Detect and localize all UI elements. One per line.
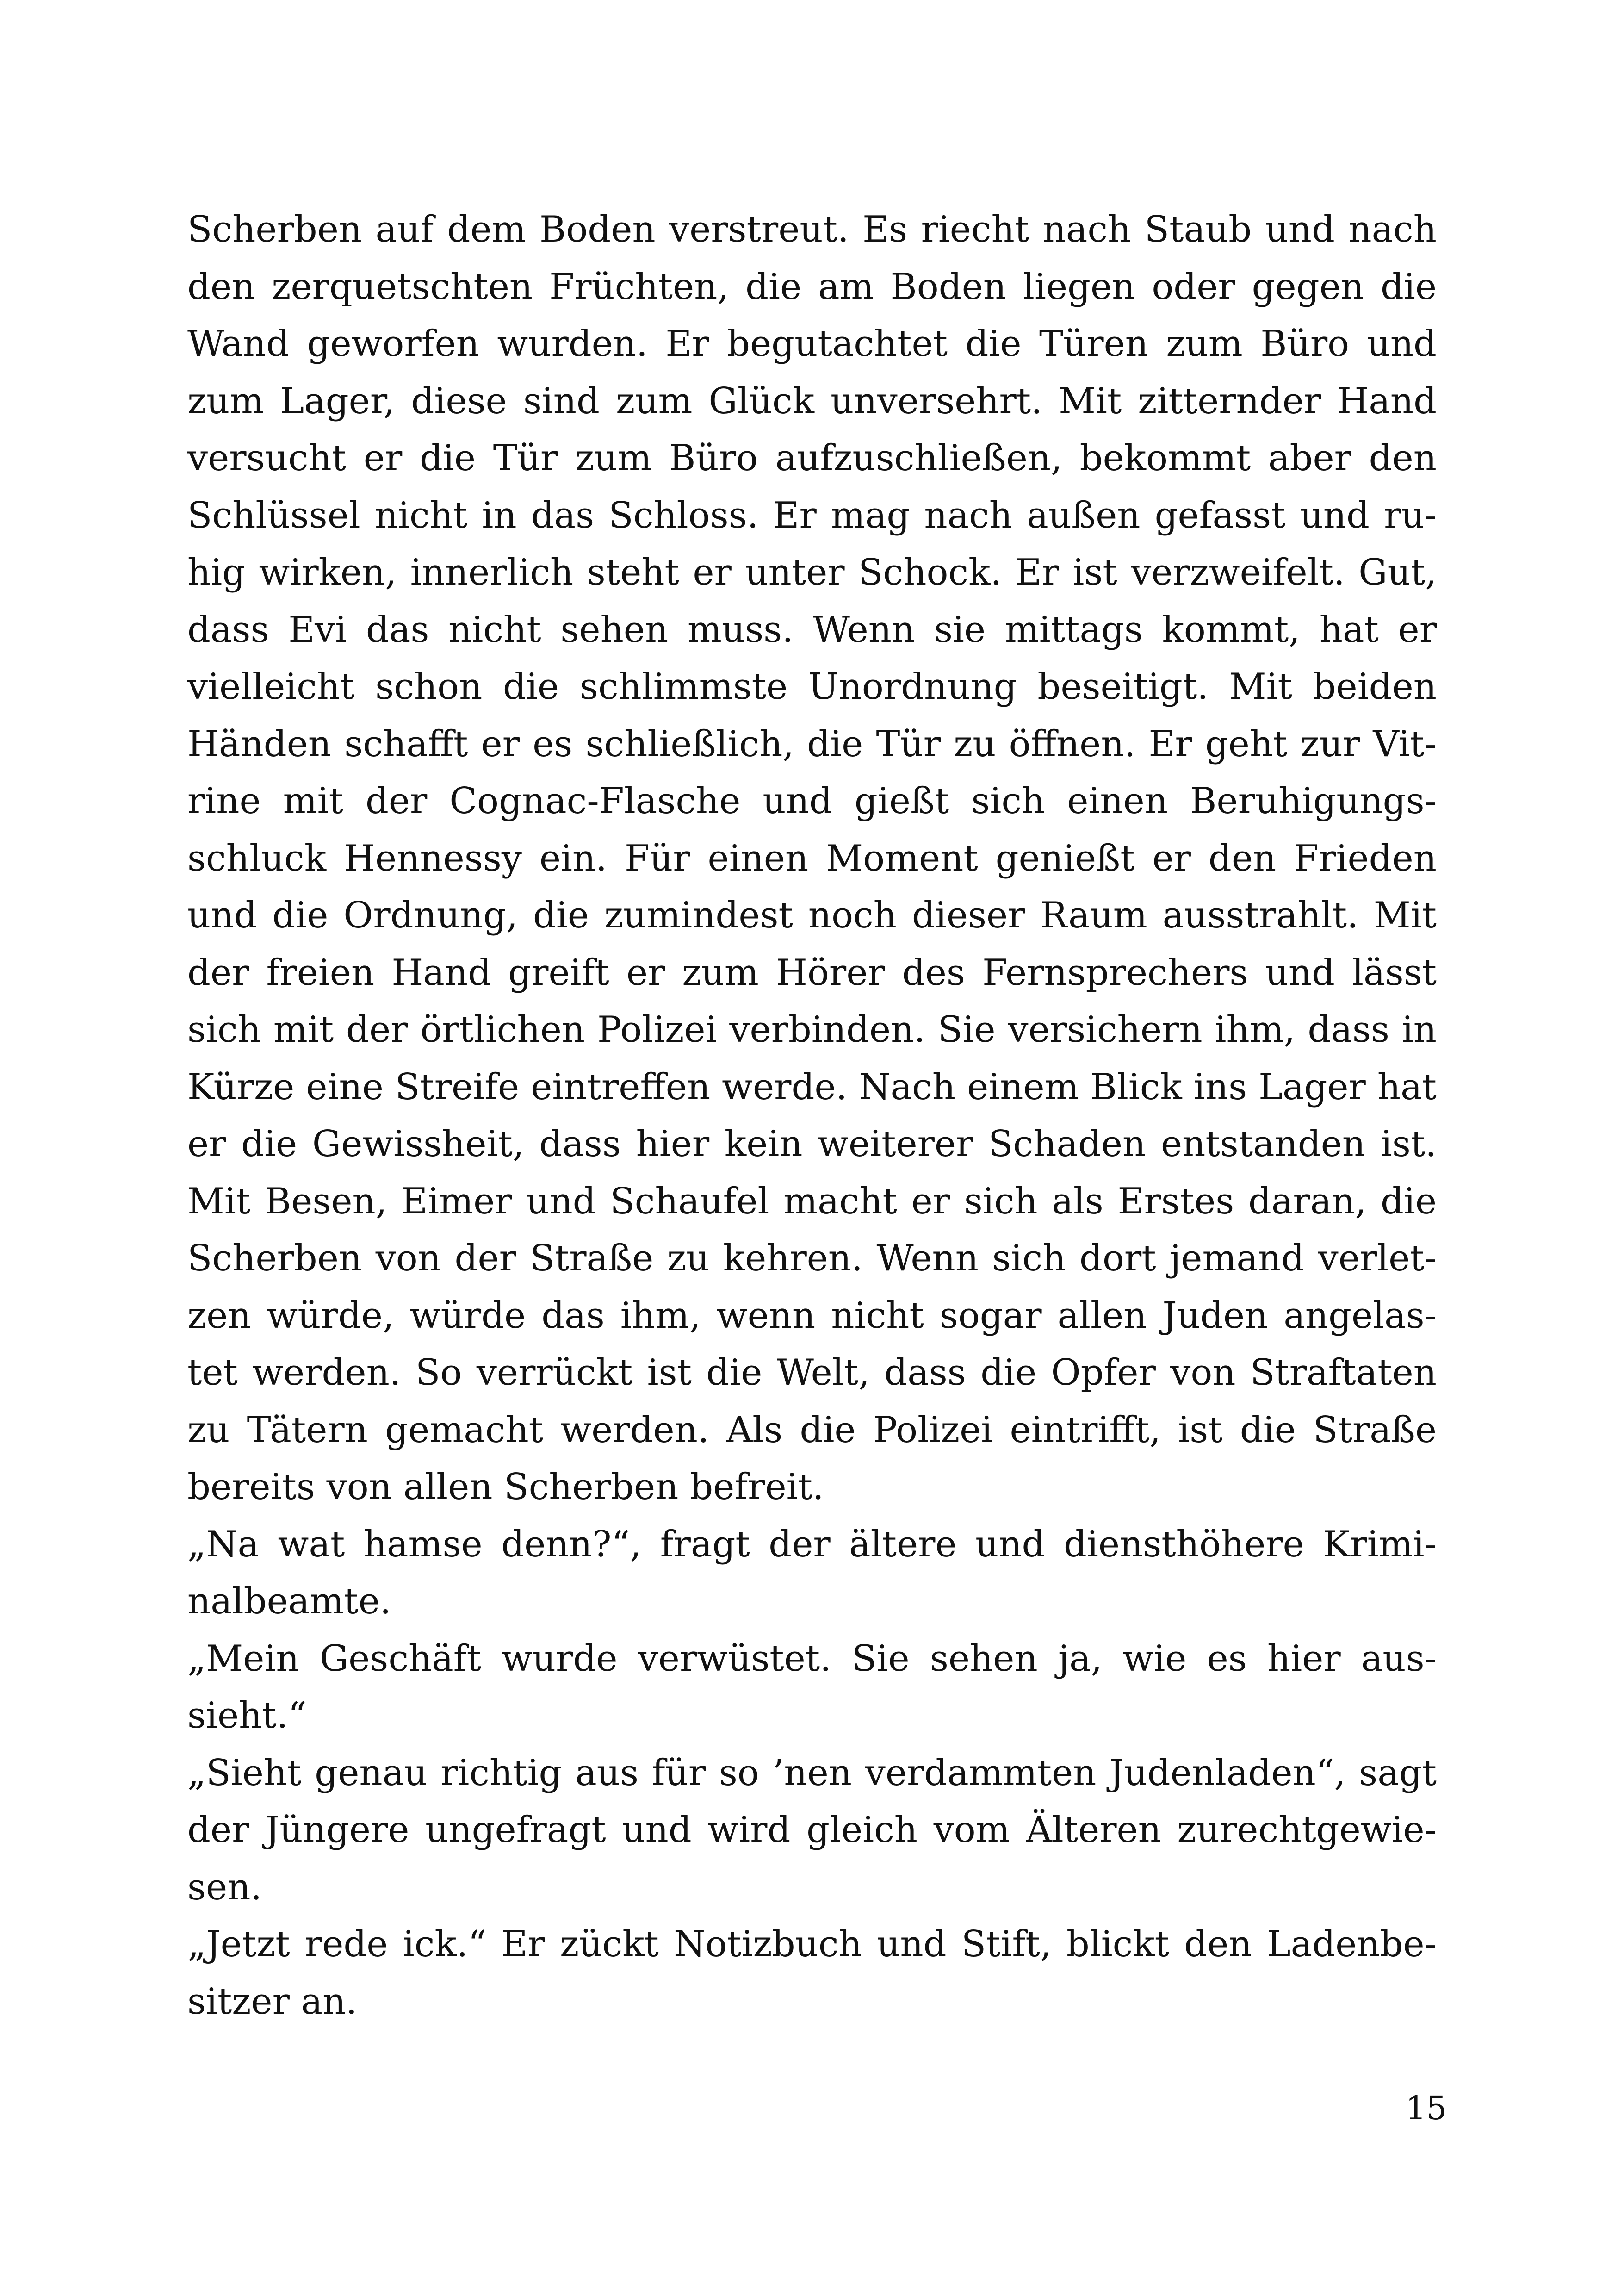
text-line: „Mein Geschäft wurde verwüstet. Sie sehen ja, wie es hier aus- bbox=[187, 1637, 1437, 1680]
text-line: Scherben von der Straße zu kehren. Wenn sich dort jemand verlet- bbox=[187, 1238, 1437, 1279]
text-line: dass Evi das nicht sehen muss. Wenn sie mittags kommt, hat er bbox=[187, 609, 1437, 651]
text-line: er die Gewissheit, dass hier kein weiterer Schaden entstanden ist. bbox=[187, 1123, 1437, 1165]
text-line: Schlüssel nicht in das Schloss. Er mag nach außen gefasst und ru- bbox=[187, 494, 1437, 536]
text-line: vielleicht schon die schlimmste Unordnung beseitigt. Mit beiden bbox=[187, 666, 1437, 708]
text-line: der Jüngere ungefragt und wird gleich vom Älteren zurechtgewie- bbox=[187, 1809, 1437, 1851]
text-line: Scherben auf dem Boden verstreut. Es riecht nach Staub und nach bbox=[187, 209, 1437, 250]
page-number: 15 bbox=[1405, 2089, 1447, 2127]
text-line: sieht.“ bbox=[187, 1695, 307, 1736]
text-line: „Sieht genau richtig aus für so ’nen verdammten Judenladen“, sagt bbox=[187, 1752, 1437, 1794]
text-line: rine mit der Cognac-Flasche und gießt sich einen Beruhigungs- bbox=[187, 780, 1437, 822]
text-line: Wand geworfen wurden. Er begutachtet die Türen zum Büro und bbox=[187, 323, 1437, 365]
text-line: den zerquetschten Früchten, die am Boden liegen oder gegen die bbox=[187, 266, 1437, 308]
text-line: zen würde, würde das ihm, wenn nicht sogar allen Juden angelas- bbox=[187, 1294, 1437, 1337]
text-line: „Na wat hamse denn?“, fragt der ältere und diensthöhere Krimi- bbox=[187, 1523, 1437, 1565]
text-line: und die Ordnung, die zumindest noch dieser Raum ausstrahlt. Mit bbox=[187, 895, 1437, 936]
text-line: sich mit der örtlichen Polizei verbinden. Sie versichern ihm, dass in bbox=[187, 1009, 1437, 1051]
text-line: zu Tätern gemacht werden. Als die Polizei eintrifft, ist die Straße bbox=[187, 1409, 1437, 1451]
text-line: Mit Besen, Eimer und Schaufel macht er sich als Erstes daran, die bbox=[187, 1180, 1437, 1222]
text-line: Kürze eine Streife eintreffen werde. Nach einem Blick ins Lager hat bbox=[187, 1066, 1437, 1108]
text-line: zum Lager, diese sind zum Glück unversehrt. Mit zitternder Hand bbox=[187, 380, 1437, 422]
text-line: bereits von allen Scherben befreit. bbox=[187, 1466, 824, 1508]
text-line: sitzer an. bbox=[187, 1980, 358, 2022]
text-line: tet werden. So verrückt ist die Welt, dass die Opfer von Straftaten bbox=[187, 1352, 1437, 1394]
text-line: versucht er die Tür zum Büro aufzuschließen, bekommt aber den bbox=[187, 437, 1437, 479]
text-line: Händen schafft er es schließlich, die Tür zu öffnen. Er geht zur Vit- bbox=[187, 723, 1437, 765]
body-text bbox=[187, 201, 1437, 2030]
text-line: sen. bbox=[187, 1866, 262, 1908]
text-line: der freien Hand greift er zum Hörer des Fernsprechers und lässt bbox=[187, 952, 1437, 994]
text-line: hig wirken, innerlich steht er unter Schock. Er ist verzweifelt. Gut, bbox=[187, 552, 1437, 593]
text-line: schluck Hennessy ein. Für einen Moment genießt er den Frieden bbox=[187, 837, 1437, 879]
text-line: nalbeamte. bbox=[187, 1580, 391, 1622]
text-line: „Jetzt rede ick.“ Er zückt Notizbuch und Stift, blickt den Ladenbe- bbox=[187, 1923, 1437, 1965]
